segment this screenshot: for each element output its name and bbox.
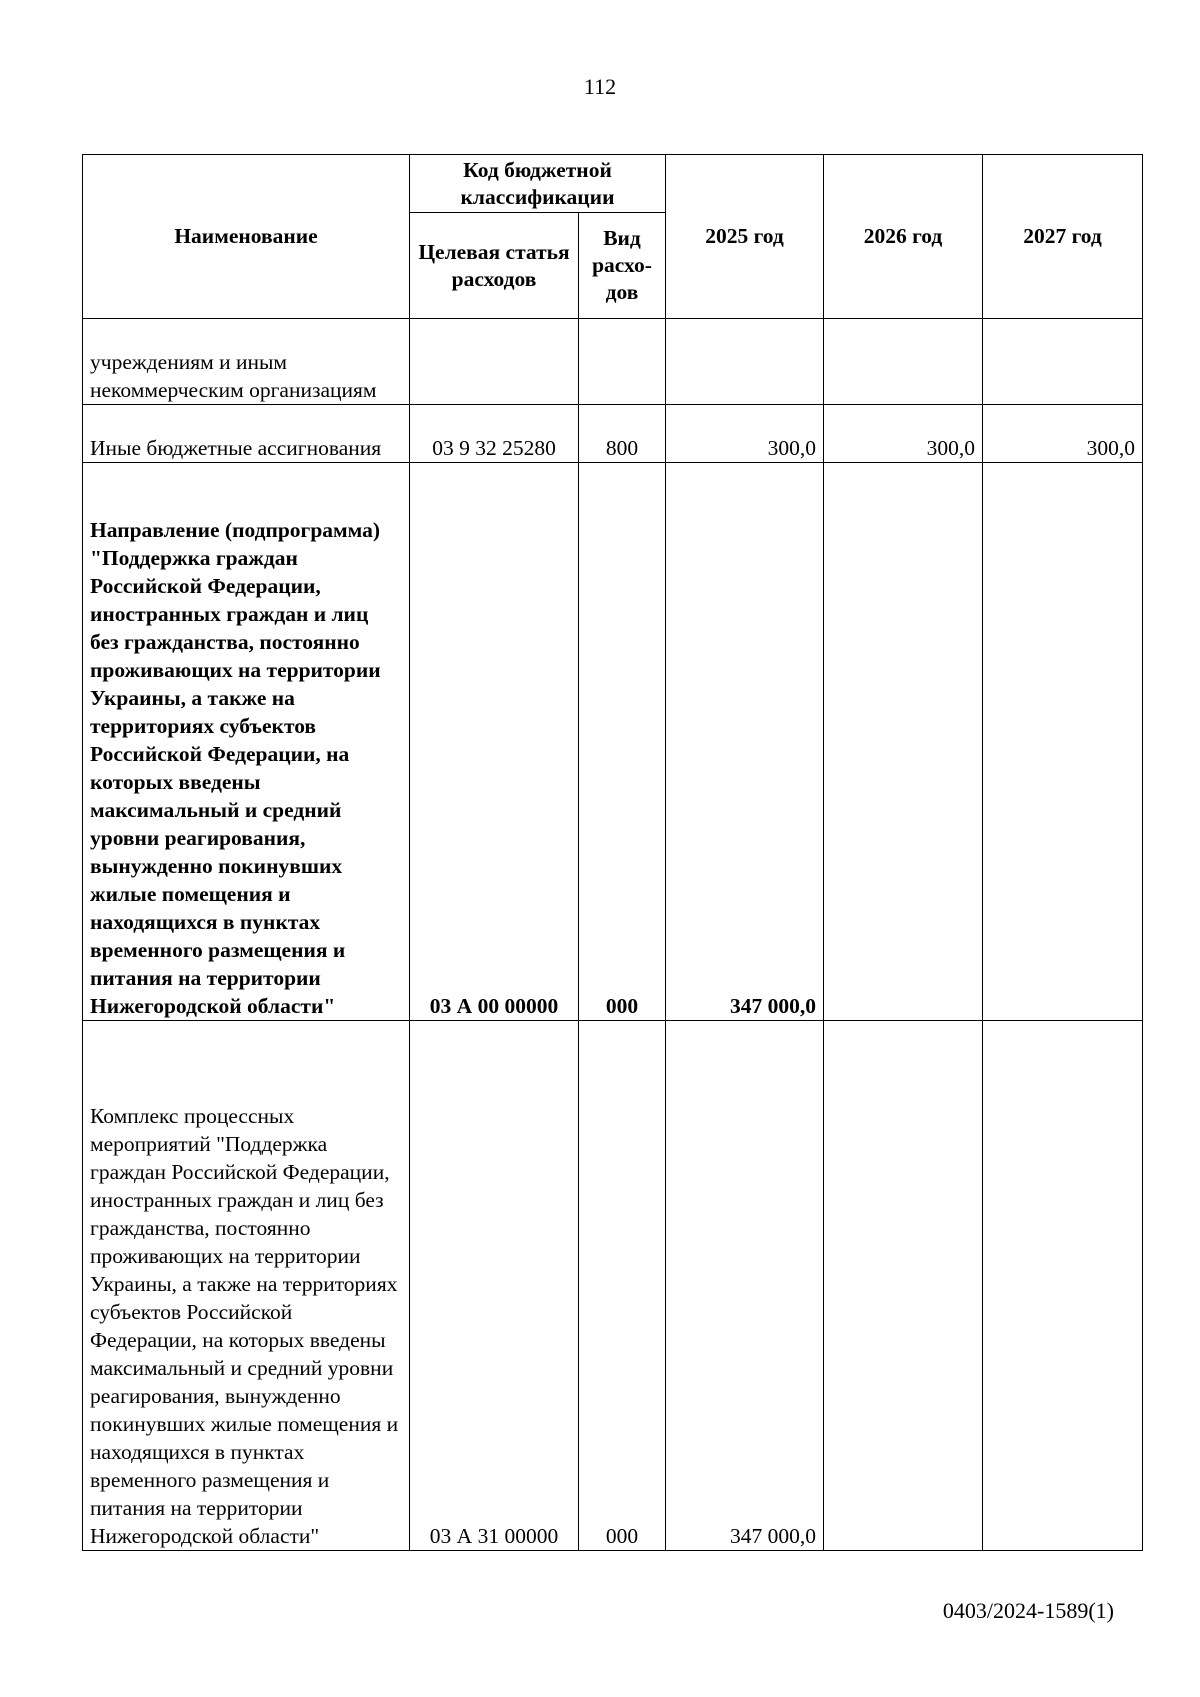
row-2026 [824,463,983,1021]
row-2025 [666,319,824,405]
header-name: Наименование [83,155,410,319]
row-code: 03 А 31 00000 [410,1021,579,1551]
row-code: 03 9 32 25280 [410,405,579,463]
page-number: 112 [583,74,617,99]
row-name: Комплекс процессных мероприятий "Поддержка граждан Российской Федерации, иностранных граждан и лиц без гражданства, постоянно проживающих на территории Украины, а также на территориях субъектов Российской Федерации, на которых введены максимальный и средний уровни реагирования, вынужденно покинувших жилые помещения и находящихся в пунктах временного размещения и питания на территории Нижегородской области" [83,1021,410,1551]
row-2026 [824,319,983,405]
row-name: учреждениям и иным некоммерческим организациям [83,319,410,405]
row-type: 000 [579,1021,666,1551]
header-2026: 2026 год [824,155,983,319]
budget-table [82,154,1143,1551]
header-expense-type: Вид расхо-дов [579,213,666,319]
document-id: 0403/2024-1589(1) [942,1598,1114,1623]
row-name: Направление (подпрограмма) "Поддержка граждан Российской Федерации, иностранных граждан и лиц без гражданства, постоянно проживающих на территории Украины, а также на территориях субъектов Российской Федерации, на которых введены максимальный и средний уровни реагирования, вынужденно покинувших жилые помещения и находящихся в пунктах временного размещения и питания на территории Нижегородской области" [83,463,410,1021]
row-2027 [983,463,1143,1021]
row-2025: 347 000,0 [666,1021,824,1551]
row-type: 800 [579,405,666,463]
row-2027: 300,0 [983,405,1143,463]
table-row [83,1021,1143,1551]
table-row [83,405,1143,463]
row-name: Иные бюджетные ассигнования [83,405,410,463]
row-type: 000 [579,463,666,1021]
header-target-article: Целевая статья расходов [410,213,579,319]
header-2025: 2025 год [666,155,824,319]
row-2026: 300,0 [824,405,983,463]
row-code: 03 А 00 00000 [410,463,579,1021]
row-2027 [983,1021,1143,1551]
row-2027 [983,319,1143,405]
row-type [579,319,666,405]
row-2025: 347 000,0 [666,463,824,1021]
row-2026 [824,1021,983,1551]
table-row [83,463,1143,1021]
header-2027: 2027 год [983,155,1143,319]
row-code [410,319,579,405]
table-row [83,319,1143,405]
header-budget-code: Код бюджетной классификации [410,155,666,213]
row-2025: 300,0 [666,405,824,463]
